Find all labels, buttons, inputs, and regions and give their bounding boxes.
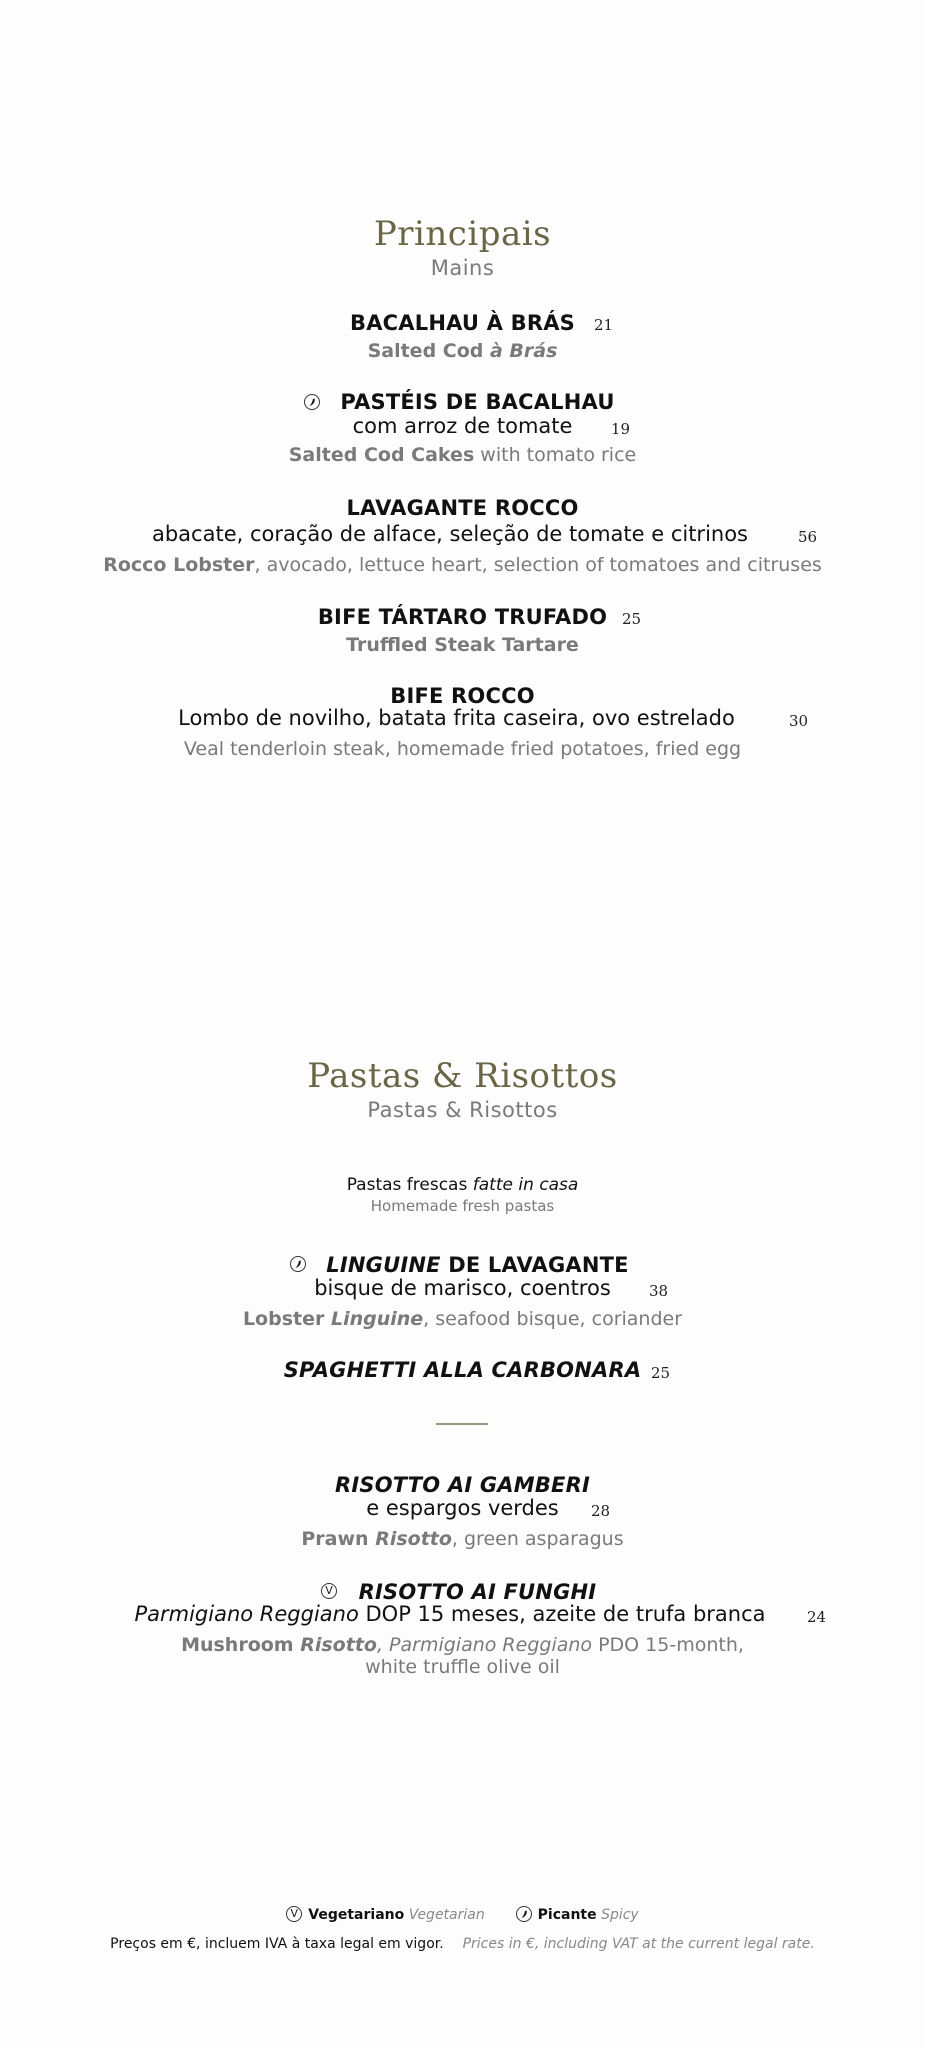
menu-item-english-line2: white truffle olive oil — [365, 1656, 560, 1678]
legend: V Vegetariano Vegetarian Picante Spicy — [0, 1906, 925, 1923]
en-italic: à Brás — [490, 340, 558, 362]
menu-item-name: RISOTTO AI FUNGHI — [358, 1580, 597, 1604]
menu-item-english: Mushroom Risotto, Parmigiano Reggiano PDO 15-month, — [181, 1634, 744, 1656]
menu-item-price: 19 — [611, 420, 631, 438]
section-title-pastas: Pastas & Risottos — [307, 1056, 618, 1096]
section-subtitle-pastas: Pastas & Risottos — [367, 1098, 558, 1122]
pastas-intro-pt: Pastas frescas fatte in casa — [346, 1175, 579, 1195]
vegetarian-icon: V — [321, 1583, 337, 1599]
vegetarian-icon: V — [286, 1906, 302, 1922]
menu-item-price: 56 — [798, 528, 818, 546]
menu-item-english: Prawn Risotto, green asparagus — [301, 1528, 624, 1550]
section-subtitle-mains: Mains — [430, 256, 495, 280]
menu-item-price: 25 — [622, 610, 642, 628]
price-note: Preços em €, incluem IVA à taxa legal em vigor. Prices in €, including VAT at the current legal rate. — [110, 1936, 815, 1952]
menu-item-description: bisque de marisco, coentros — [314, 1276, 611, 1300]
menu-item-english: Salted Cod Cakes with tomato rice — [288, 444, 637, 466]
menu-item-price: 38 — [649, 1282, 669, 1300]
menu-item-description: com arroz de tomate — [352, 414, 573, 438]
menu-item-name: PASTÉIS DE BACALHAU — [340, 390, 615, 414]
menu-item-english: Veal tenderloin steak, homemade fried potatoes, fried egg — [183, 738, 742, 760]
menu-item-description: Parmigiano Reggiano DOP 15 meses, azeite de trufa branca — [134, 1602, 766, 1626]
spicy-icon — [516, 1906, 532, 1922]
menu-item-name: RISOTTO AI GAMBERI — [335, 1473, 590, 1497]
menu-item-description: e espargos verdes — [366, 1496, 559, 1520]
menu-item-name: SPAGHETTI ALLA CARBONARA — [283, 1358, 642, 1382]
menu-item-name: LAVAGANTE ROCCO — [346, 496, 579, 520]
menu-item-description: Lombo de novilho, batata frita caseira, ovo estrelado — [178, 706, 735, 730]
menu-item-name: BIFE ROCCO — [390, 684, 535, 708]
section-title-mains: Principais — [373, 214, 552, 254]
menu-item-name: BIFE TÁRTARO TRUFADO — [317, 605, 608, 629]
menu-item-english: Rocco Lobster, avocado, lettuce heart, selection of tomatoes and citruses — [103, 554, 822, 576]
menu-item-description: abacate, coração de alface, seleção de tomate e citrinos — [151, 522, 749, 546]
pastas-intro-en: Homemade fresh pastas — [370, 1197, 555, 1215]
menu-item-english: Lobster Linguine, seafood bisque, coriander — [242, 1308, 683, 1330]
menu-item-english: Truffled Steak Tartare — [346, 634, 579, 656]
menu-item-price: 24 — [807, 1608, 827, 1626]
divider — [436, 1423, 488, 1425]
menu-item-price: 30 — [789, 712, 809, 730]
menu-item-price: 25 — [651, 1364, 671, 1382]
en-bold: Salted Cod — [367, 340, 490, 362]
menu-item-name: BACALHAU À BRÁS — [350, 311, 575, 335]
menu-item-name: LINGUINE DE LAVAGANTE — [326, 1253, 629, 1277]
menu-item-price: 21 — [594, 316, 614, 334]
menu-item-english — [0, 340, 925, 362]
menu-item-price: 28 — [591, 1502, 611, 1520]
